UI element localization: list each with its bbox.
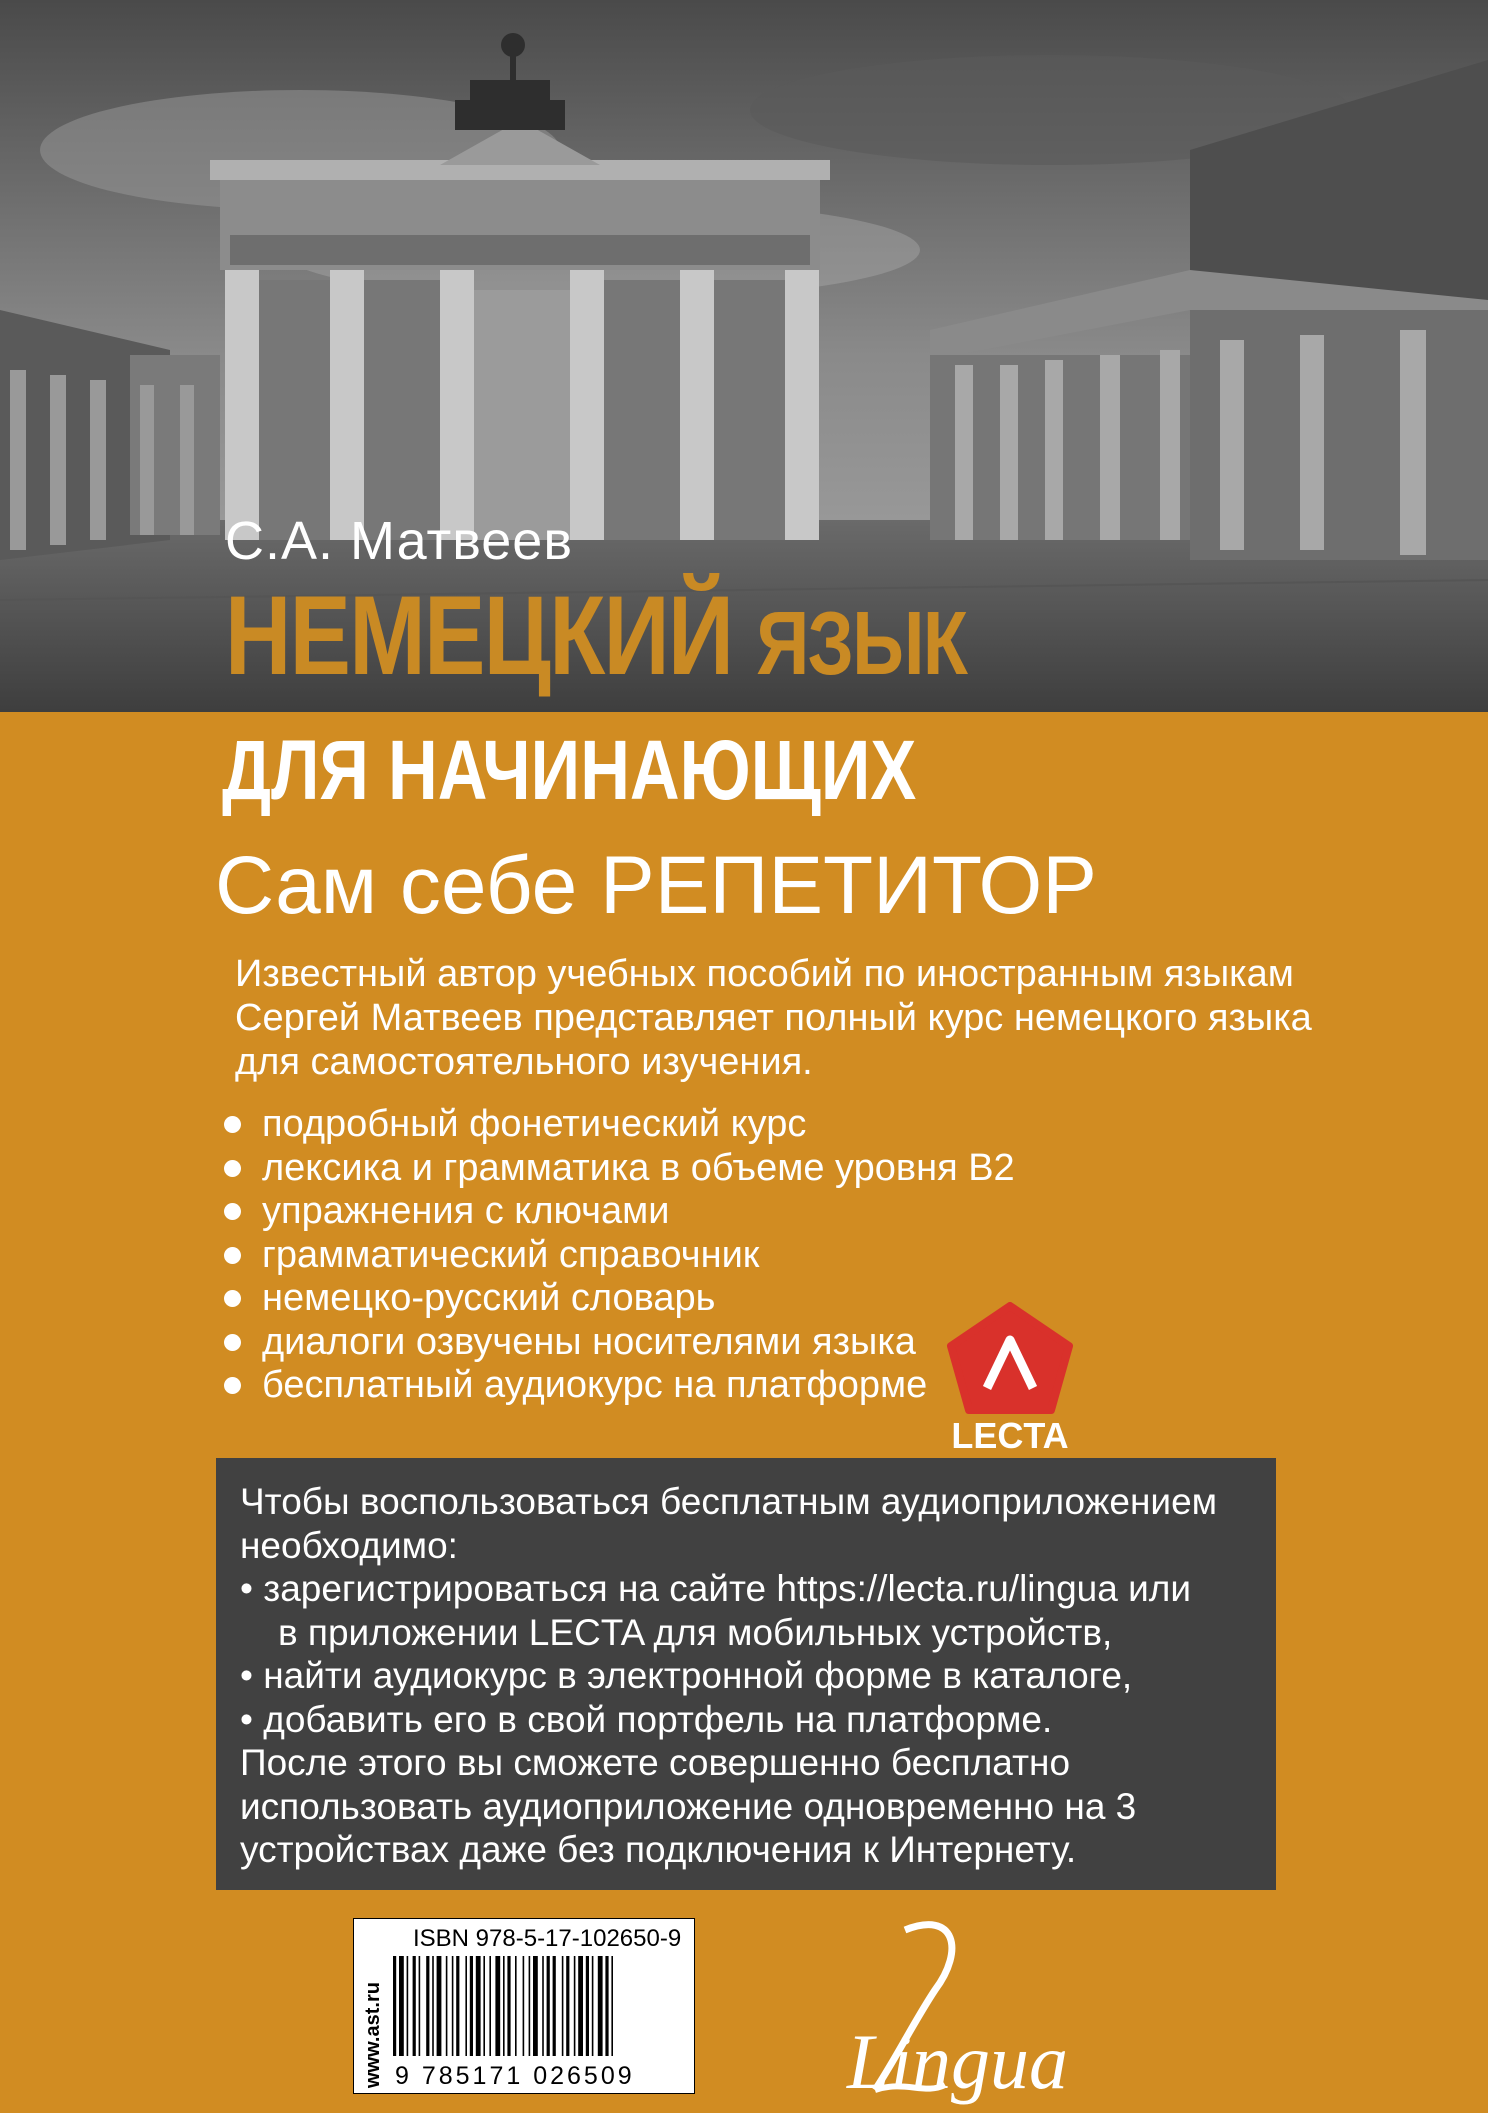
barcode-bar (437, 1956, 442, 2056)
barcode-bar (407, 1956, 409, 2056)
lecta-logo-text: LECTA (951, 1415, 1069, 1454)
barcode-bar (399, 1956, 404, 2056)
barcode-bar (495, 1956, 500, 2056)
barcode-bar (611, 1956, 613, 2056)
barcode-bar (574, 1956, 576, 2056)
barcode-bar (426, 1956, 429, 2056)
barcode-digits: 9 785171 026509 (395, 2062, 635, 2090)
barcode-bar (465, 1956, 467, 2056)
info-closing: После этого вы сможете совершенно бесплатно использовать аудиоприложение одновременно на 3 устройствах даже без подключения к Интернету. (240, 1742, 1137, 1870)
intro-paragraph: Известный автор учебных пособий по иностранным языкам Сергей Матвеев представляет полный курс немецкого языка для самостоятельного изучения. (235, 953, 1312, 1083)
list-item: подробный фонетический курс (220, 1103, 1015, 1147)
lecta-logo (945, 1302, 1075, 1454)
book-title-main (225, 573, 967, 698)
barcode-bar (503, 1956, 505, 2056)
barcode-bar (515, 1956, 517, 2056)
info-step: • добавить его в свой портфель на платформе. (240, 1698, 1053, 1740)
list-item: упражнения с ключами (220, 1190, 1015, 1234)
list-item: немецко-русский словарь (220, 1277, 1015, 1321)
title-word-nemetsky: НЕМЕЦКИЙ (225, 573, 733, 698)
info-step: • найти аудиокурс в электронной форме в каталоге, (240, 1655, 1133, 1696)
barcode-bar (476, 1956, 481, 2056)
barcode-bar (592, 1956, 594, 2056)
barcode-bar (452, 1956, 454, 2056)
barcode-bar (432, 1956, 434, 2056)
audio-info-box (216, 1458, 1276, 1890)
barcode-bar (598, 1956, 603, 2056)
site-url: www.ast.ru (362, 1982, 384, 2088)
lingua-logo (835, 1910, 1115, 2110)
barcode-bar (566, 1956, 569, 2056)
barcode-bar (542, 1956, 544, 2056)
barcode-bar (507, 1956, 510, 2056)
barcode-bar (586, 1956, 589, 2056)
barcode-bar (393, 1956, 396, 2056)
author-name: С.А. Матвеев (225, 511, 574, 571)
barcode-bar (578, 1956, 583, 2056)
book-title-line2: ДЛЯ НАЧИНАЮЩИХ (222, 723, 917, 817)
barcode-bar (547, 1956, 550, 2056)
list-item: диалоги озвучены носителями языка (220, 1321, 1015, 1365)
barcode-bar (605, 1956, 608, 2056)
book-subtitle: Сам себе РЕПЕТИТОР (215, 840, 1097, 931)
info-step: в приложении LECTA для мобильных устройств, (278, 1611, 1113, 1653)
isbn-text: ISBN 978-5-17-102650-9 (413, 1925, 682, 1952)
barcode-bar (413, 1956, 416, 2056)
feature-list (220, 1103, 1015, 1408)
barcode-bar (523, 1956, 525, 2056)
barcode-bar (562, 1956, 564, 2056)
barcode-bar (456, 1956, 459, 2056)
barcode-bar (470, 1956, 473, 2056)
list-item: грамматический справочник (220, 1234, 1015, 1278)
barcode-bar (489, 1956, 491, 2056)
barcode-bar (533, 1956, 538, 2056)
barcode-bar (483, 1956, 485, 2056)
info-heading: Чтобы воспользоваться бесплатным аудиоприложением необходимо: (240, 1481, 1218, 1566)
list-item: бесплатный аудиокурс на платформе (220, 1364, 1015, 1408)
info-step: • зарегистрироваться на сайте https://lecta.ru/lingua или (240, 1568, 1192, 1609)
barcode-bar (446, 1956, 448, 2056)
barcode-bar (419, 1956, 421, 2056)
lingua-logo-text: Lingua (847, 2018, 1069, 2105)
barcode-bar (553, 1956, 556, 2056)
list-item: лексика и грамматика в объеме уровня В2 (220, 1147, 1015, 1191)
title-word-yazyk: ЯЗЫК (756, 594, 967, 694)
isbn-barcode (353, 1918, 695, 2094)
barcode-bar (529, 1956, 531, 2056)
